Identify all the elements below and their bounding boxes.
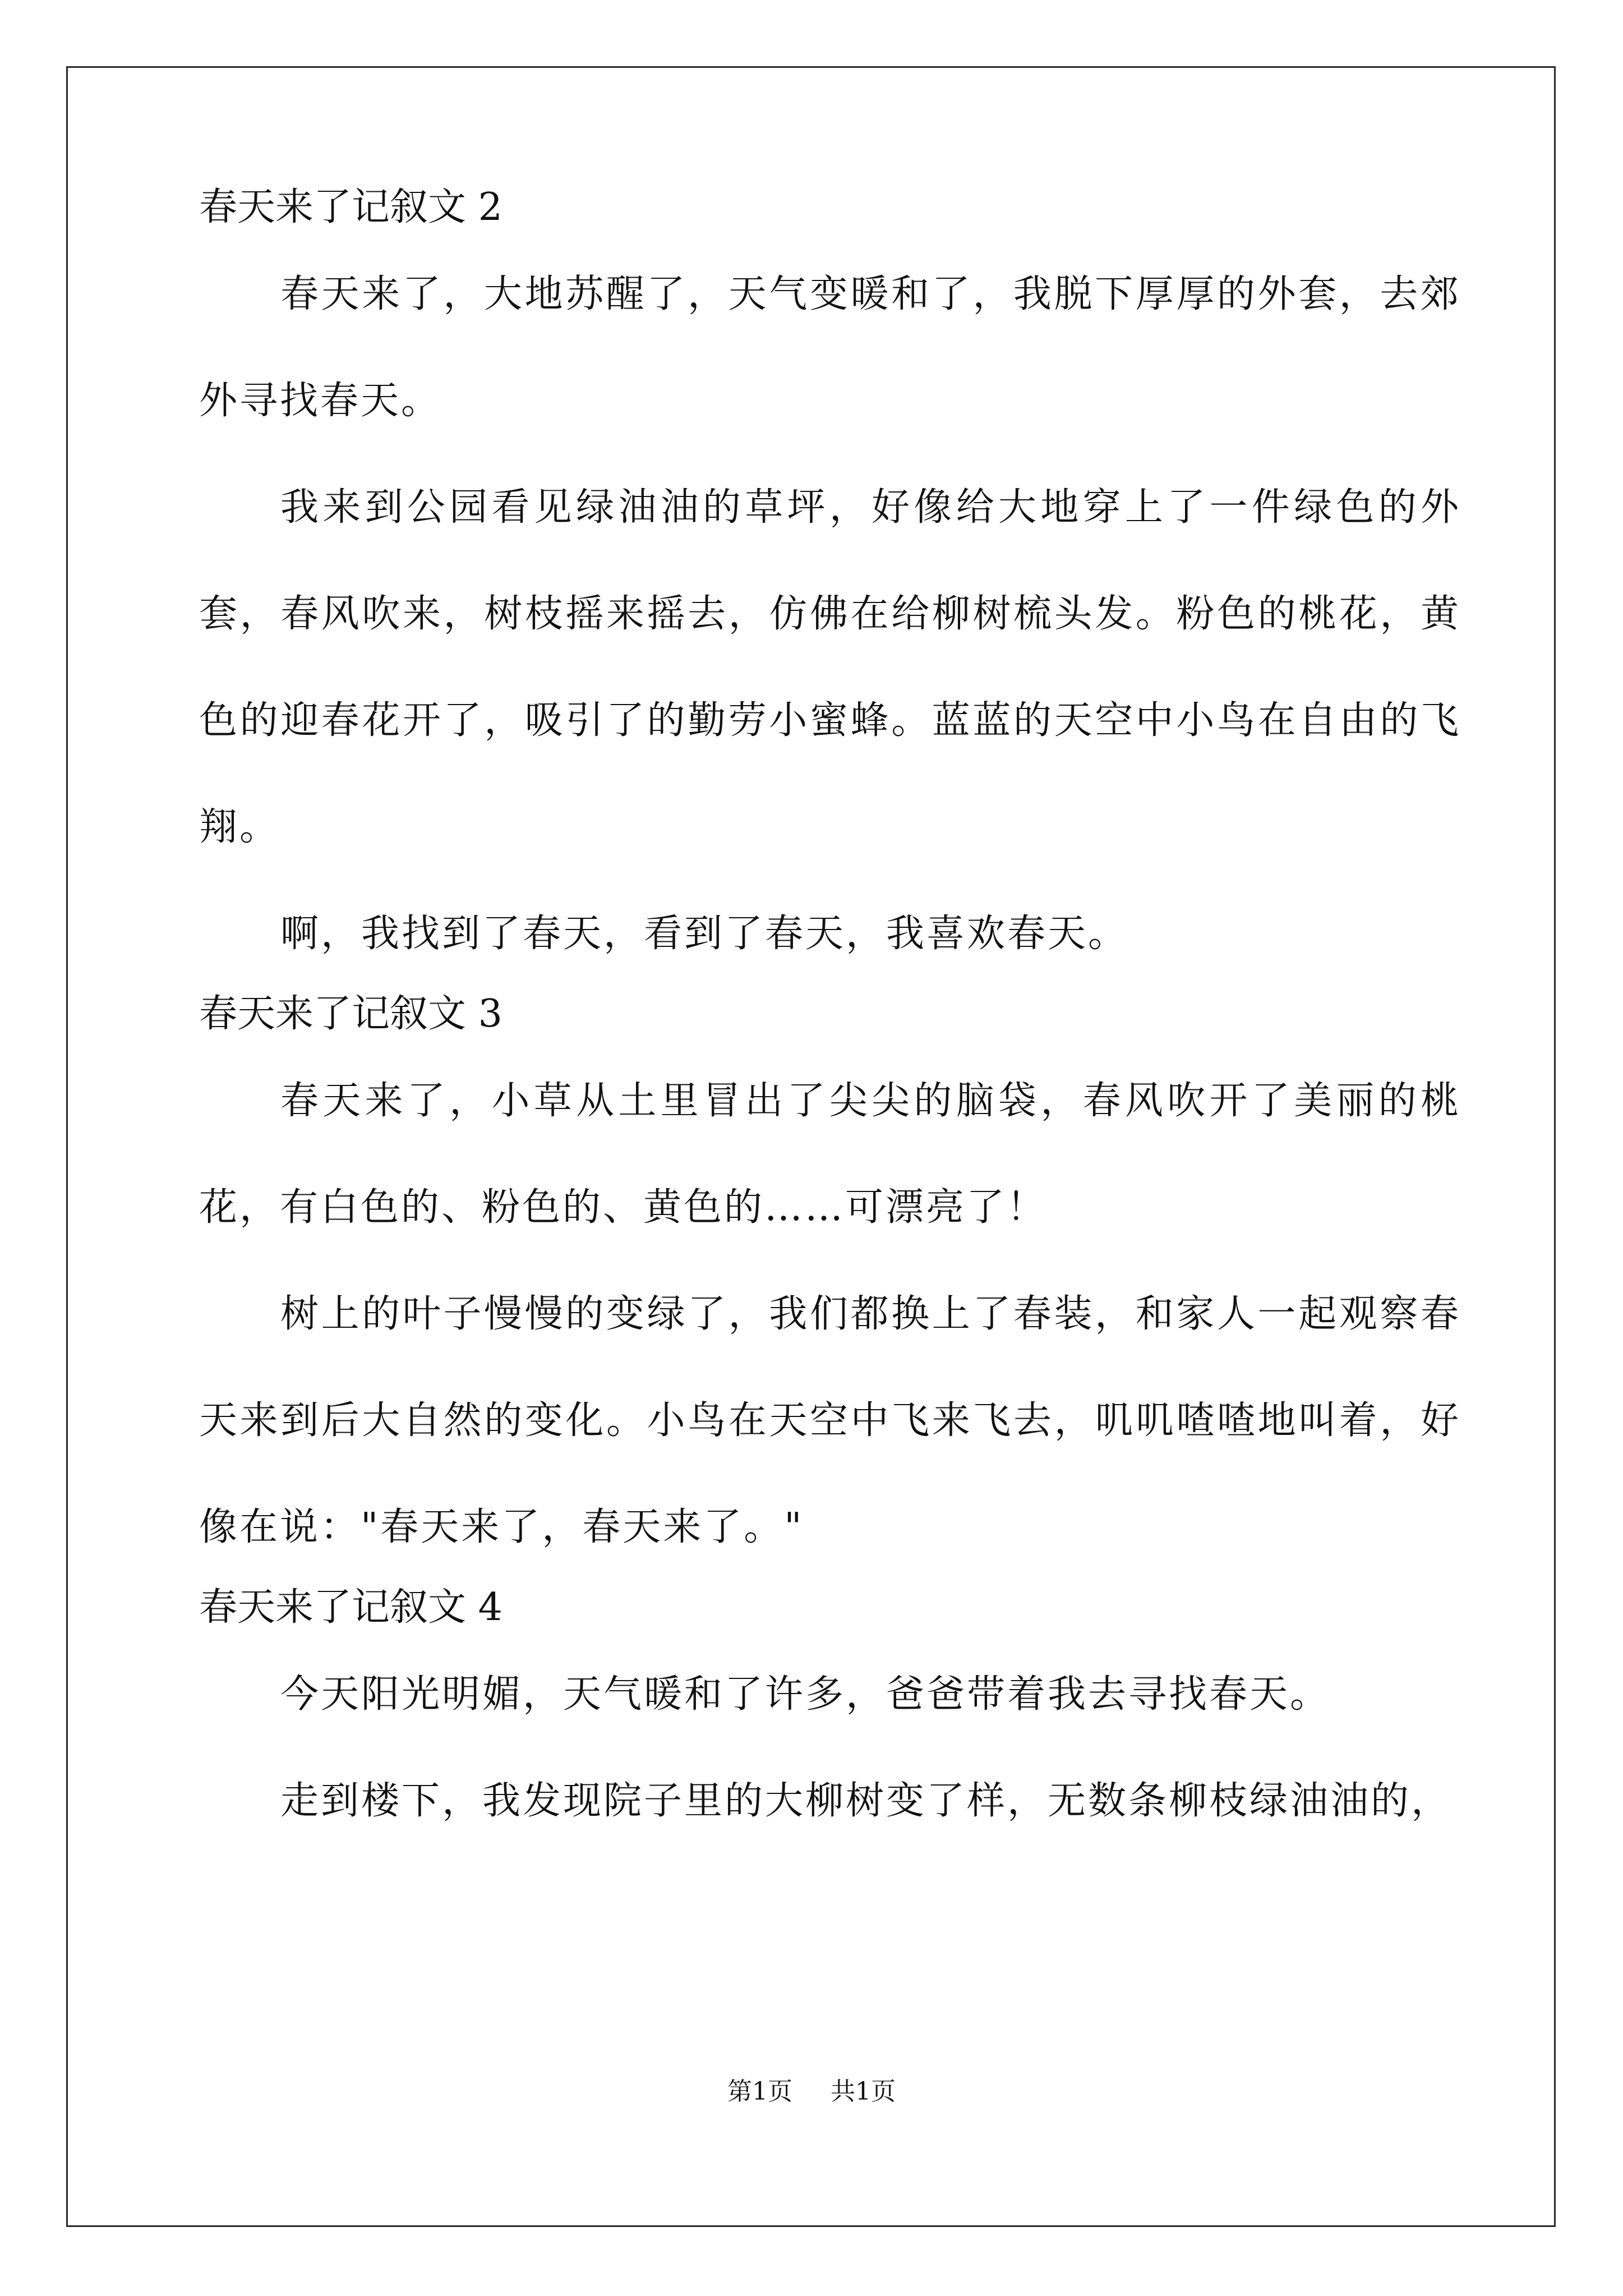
paragraph: 走到楼下，我发现院子里的大柳树变了样，无数条柳枝绿油油的， <box>280 1779 1452 1823</box>
paragraph: 今天阳光明媚，天气暖和了许多，爸爸带着我去寻找春天。 <box>280 1672 1331 1717</box>
page-total: 共1页 <box>831 2077 896 2106</box>
page-number: 第1页 <box>727 2077 792 2106</box>
page-footer <box>0 2071 1623 2107</box>
paragraph: 春天来了，小草从土里冒出了尖尖的脑袋，春风吹开了美丽的桃花，有白色的、粉色的、黄色的……可漂亮了！ <box>199 1079 1461 1230</box>
section-title: 春天来了记叙文 2 <box>199 185 502 229</box>
document-body <box>199 185 1461 1855</box>
section-title: 春天来了记叙文 4 <box>199 1585 502 1630</box>
paragraph: 我来到公园看见绿油油的草坪，好像给大地穿上了一件绿色的外套，春风吹来，树枝摇来摇去，仿佛在给柳树梳头发。粉色的桃花，黄色的迎春花开了，吸引了的勤劳小蜜蜂。蓝蓝的天空中小鸟在自由的飞翔。 <box>199 485 1461 849</box>
paragraph: 树上的叶子慢慢的变绿了，我们都换上了春装，和家人一起观察春天来到后大自然的变化。小鸟在天空中飞来飞去，叽叽喳喳地叫着，好像在说："春天来了，春天来了。" <box>199 1292 1461 1549</box>
section-title: 春天来了记叙文 3 <box>199 992 502 1036</box>
paragraph: 啊，我找到了春天，看到了春天，我喜欢春天。 <box>280 912 1129 956</box>
paragraph: 春天来了，大地苏醒了，天气变暖和了，我脱下厚厚的外套，去郊外寻找春天。 <box>199 272 1461 423</box>
